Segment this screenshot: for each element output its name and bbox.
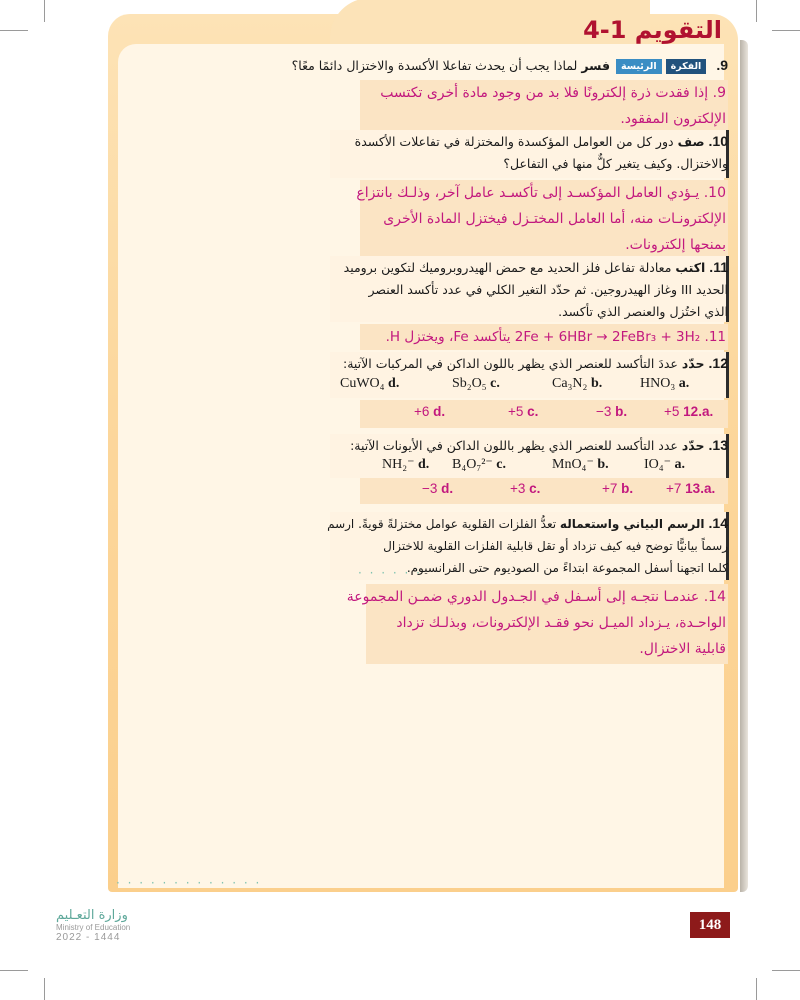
item-a — [640, 376, 689, 392]
question-text: لماذا يجب أن يحدث تفاعلا الأكسدة والاختزال دائمًا معًا؟ — [291, 58, 578, 73]
question-9 — [128, 54, 728, 77]
question-verb: الرسم البياني واستعماله — [559, 517, 705, 531]
question-13 — [328, 434, 728, 457]
crop-mark — [772, 970, 800, 971]
page-title: التقويم 1-4 — [583, 16, 722, 44]
item-label: a. — [678, 376, 690, 391]
answer-c: +3 c. — [510, 481, 541, 496]
item-a: IO₄⁻ a. — [644, 457, 686, 472]
answer-12 — [360, 404, 726, 426]
question-number: 11. — [709, 259, 728, 275]
decorative-dots: · · · · · · · · · · · · · — [116, 876, 262, 890]
question-11 — [328, 256, 728, 323]
question-text: الذي اختُزل والعنصر الذي تأكسد. — [558, 304, 728, 319]
crop-mark — [44, 0, 45, 22]
question-text: عددَ التأكسد للعنصر الذي يظهر باللون الداكن في المركبات الآتية: — [342, 356, 678, 371]
answer-a: +7 13.a. — [666, 481, 716, 496]
question-text: والاختزال. وكيف يتغير كلٌّ منها في التفاعل؟ — [503, 156, 728, 171]
answer-14 — [346, 584, 726, 662]
question-verb: فسر — [581, 58, 611, 73]
decorative-dots: · · · · · · — [358, 566, 422, 580]
crop-mark — [772, 30, 800, 31]
item-d — [340, 376, 399, 392]
item-label: b. — [590, 376, 603, 391]
item-formula: Ca₃N₂ — [552, 376, 588, 391]
crop-mark — [756, 0, 757, 22]
question-10 — [328, 130, 728, 175]
question-text: رسماً بيانيًّا توضح فيه كيف تزداد أو تقل قابلية الفلزات القلوية للاختزال — [383, 539, 728, 553]
answer-line: قابلية الاختزال. — [639, 641, 726, 657]
question-13-items — [340, 456, 724, 478]
answer-line: الإلكترون المفقود. — [620, 111, 726, 127]
item-formula: CuWO₄ — [340, 376, 385, 391]
question-12-items — [340, 376, 724, 398]
answer-line: الإلكترونـات منه، أما العامل المختـزل فيختزل المادة الأخرى — [383, 211, 726, 227]
question-text: تعدُّ الفلزات القلوية عوامل مختزلةً قويةً. ارسم — [327, 517, 557, 531]
item-b — [552, 376, 602, 392]
answer-d: −3 d. — [422, 481, 454, 496]
answer-a: +5 12.a. — [664, 404, 714, 419]
answer-11: 11. 2Fe + 6HBr → 2FeBr₃ + 3H₂ يتأكسد Fe، ويختزل H. — [385, 329, 726, 345]
answer-13 — [360, 481, 726, 503]
question-12 — [328, 352, 728, 375]
question-verb: اكتب — [675, 260, 706, 275]
item-formula: Sb₂O₅ — [452, 376, 487, 391]
item-c: B₄O₇²⁻ c. — [452, 457, 507, 472]
item-c — [452, 376, 500, 392]
question-verb: حدّد — [681, 438, 705, 453]
answer-line: بمنحها إلكترونات. — [625, 237, 726, 253]
answer-line: 10. يـؤدي العامل المؤكسـد إلى تأكسـد عامل آخر، وذلـك بانتزاع — [356, 185, 726, 201]
sheet-shadow — [740, 40, 748, 892]
crop-mark — [0, 970, 28, 971]
answer-9 — [286, 80, 726, 132]
question-number: 12. — [708, 355, 728, 371]
answer-line: 9. إذا فقدت ذرة إلكترونًا فلا بد من وجود مادة أخرى تكتسب — [380, 85, 726, 101]
ministry-name-ar: وزارة التعـليم — [56, 908, 128, 923]
item-d: NH₂⁻ d. — [382, 457, 430, 472]
ministry-name-en: Ministry of Education — [56, 923, 131, 932]
page-number: 148 — [690, 912, 730, 938]
edition-year: 2022 - 1444 — [56, 932, 121, 943]
ministry-logo — [56, 908, 176, 943]
item-formula: HNO₃ — [640, 376, 676, 391]
answer-b: −3 b. — [596, 404, 628, 419]
question-text: معادلة تفاعل فلز الحديد مع حمض الهيدروبروميك لتكوين بروميد — [343, 260, 672, 275]
answer-10 — [346, 180, 726, 258]
question-text: عدد التأكسد للعنصر الذي يظهر باللون الداكن في الأيونات الآتية: — [350, 438, 678, 453]
question-number: 13. — [708, 437, 728, 453]
question-text: الحديد III وغاز الهيدروجين. ثم حدّد التغير الكلي في عدد تأكسد العنصر — [368, 282, 728, 297]
item-b: MnO₄⁻ b. — [552, 457, 609, 472]
crop-mark — [756, 978, 757, 1000]
crop-mark — [0, 30, 28, 31]
question-text: كلما اتجهنا أسفل المجموعة ابتداءً من الصوديوم حتى الفرانسيوم. — [406, 561, 728, 575]
question-number: 14. — [708, 515, 728, 531]
answer-line: الواحـدة، يـزداد الميـل نحو فقـد الإلكترونات، وبذلـك تزداد — [396, 615, 726, 631]
item-label: d. — [388, 376, 400, 391]
item-label: c. — [490, 376, 500, 391]
answer-b: +7 b. — [602, 481, 634, 496]
question-number: 9. — [716, 57, 728, 73]
answer-d: +6 d. — [414, 404, 446, 419]
question-text: دور كل من العوامل المؤكسدة والمختزلة في تفاعلات الأكسدة — [354, 134, 674, 149]
question-number: 10. — [708, 133, 728, 149]
answer-line: 14. عندمـا نتجـه إلى أسـفل في الجـدول الدوري ضمـن المجموعة — [346, 589, 726, 605]
badge-idea: الفكرة — [666, 59, 707, 74]
question-verb: حدّد — [681, 356, 705, 371]
crop-mark — [44, 978, 45, 1000]
badge-main: الرئيسة — [616, 59, 662, 74]
question-verb: صف — [677, 134, 705, 149]
answer-c: +5 c. — [508, 404, 539, 419]
